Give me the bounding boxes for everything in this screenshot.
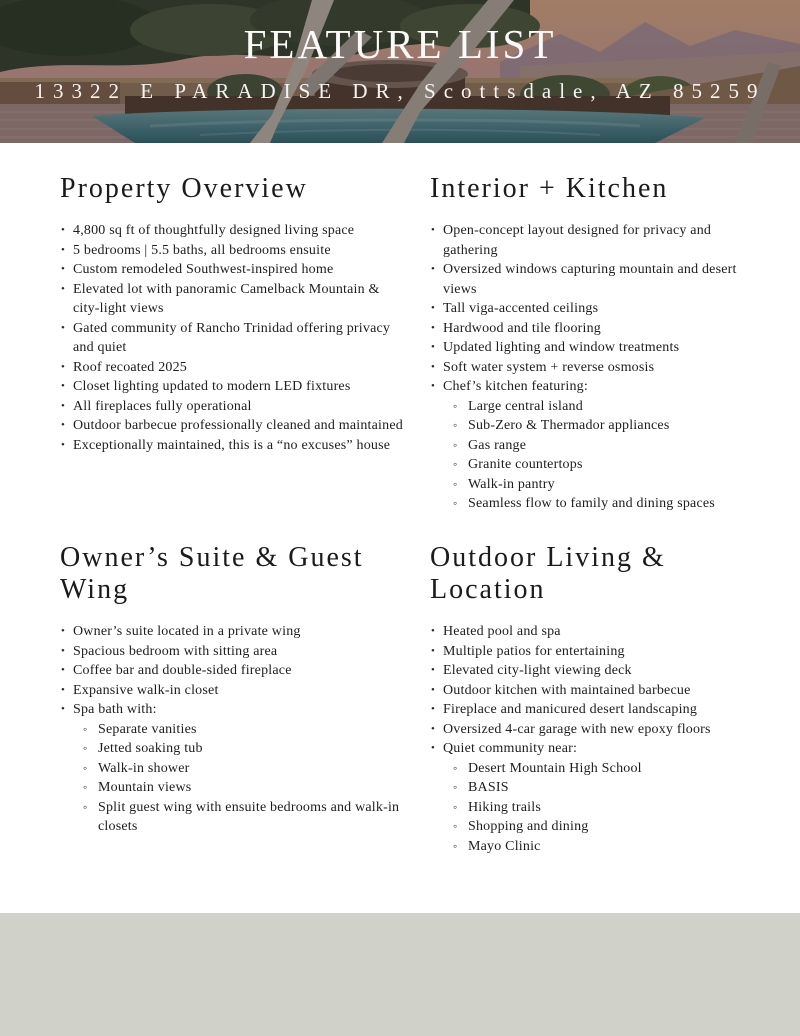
list-item — [60, 661, 405, 681]
sub-list-item: ◦ Seamless flow to family and dining spaces — [443, 494, 752, 514]
list-item-text: Oversized windows capturing mountain and desert views — [443, 262, 737, 297]
list-item — [60, 221, 405, 241]
sub-list-item: ◦ Mayo Clinic — [443, 837, 752, 857]
list-item — [430, 338, 752, 358]
list-item-text: Owner’s suite located in a private wing — [73, 624, 301, 640]
sub-list-item: ◦ Walk-in shower — [73, 759, 405, 779]
list-item-text: Expansive walk-in closet — [73, 682, 219, 698]
list-item — [430, 377, 752, 514]
sub-list — [443, 759, 752, 857]
list-item — [60, 700, 405, 837]
feature-columns — [0, 143, 800, 913]
list-item-text: Chef’s kitchen featuring: — [443, 379, 588, 395]
sub-list-item: ◦ BASIS — [443, 778, 752, 798]
footer-band — [0, 913, 800, 1036]
list-item-text: 4,800 sq ft of thoughtfully designed living space — [73, 223, 355, 239]
list-item — [430, 739, 752, 856]
list-item-text: Roof recoated 2025 — [73, 359, 188, 375]
list-item-text: Heated pool and spa — [443, 624, 561, 640]
list-item-text: Hardwood and tile flooring — [443, 320, 601, 336]
list-item — [430, 622, 752, 642]
list-item — [430, 319, 752, 339]
sub-list-item: ◦ Walk-in pantry — [443, 475, 752, 495]
list-item — [430, 221, 752, 260]
list-item — [60, 416, 405, 436]
list-item-text: Spacious bedroom with sitting area — [73, 643, 278, 659]
list-item — [430, 681, 752, 701]
list-item — [60, 280, 405, 319]
feature-list — [60, 622, 405, 837]
sub-list-item: ◦ Shopping and dining — [443, 817, 752, 837]
sub-list-item: ◦ Desert Mountain High School — [443, 759, 752, 779]
list-item-text: Gated community of Rancho Trinidad offering privacy and quiet — [73, 320, 391, 356]
list-item — [60, 397, 405, 417]
section-owners-suite-guest-wing — [60, 542, 405, 856]
section-property-overview — [60, 173, 405, 514]
property-address: 13322 E PARADISE DR, Scottsdale, AZ 85259 — [34, 79, 766, 103]
feature-list — [430, 622, 752, 856]
list-item — [430, 642, 752, 662]
list-item-text: Spa bath with: — [73, 702, 157, 718]
sub-list-item: ◦ Sub-Zero & Thermador appliances — [443, 416, 752, 436]
feature-list — [430, 221, 752, 514]
list-item — [60, 319, 405, 358]
list-item — [60, 260, 405, 280]
list-item-text: Elevated city-light viewing deck — [443, 663, 632, 679]
section-interior-kitchen — [430, 173, 752, 514]
section-title: Owner’s Suite & Guest Wing — [60, 541, 364, 605]
feature-list — [60, 221, 405, 455]
list-item — [430, 661, 752, 681]
list-item-text: Oversized 4-car garage with new epoxy floors — [443, 721, 711, 737]
sub-list-item: ◦ Jetted soaking tub — [73, 739, 405, 759]
list-item — [430, 260, 752, 299]
list-item-text: Outdoor barbecue professionally cleaned and maintained — [73, 418, 403, 434]
list-item-text: Fireplace and manicured desert landscaping — [443, 702, 698, 718]
list-item-text: Exceptionally maintained, this is a “no excuses” house — [73, 437, 391, 453]
list-item — [60, 681, 405, 701]
sub-list-item: ◦ Granite countertops — [443, 455, 752, 475]
list-item-text: Custom remodeled Southwest-inspired home — [73, 262, 334, 278]
list-item-text: Open-concept layout designed for privacy and gathering — [443, 223, 712, 258]
section-title: Outdoor Living & Location — [430, 541, 666, 605]
sub-list-item: ◦ Hiking trails — [443, 798, 752, 818]
sub-list — [443, 397, 752, 514]
list-item — [430, 299, 752, 319]
list-item-text: Tall viga-accented ceilings — [443, 301, 599, 317]
list-item-text: Elevated lot with panoramic Camelback Mountain & city-light views — [73, 281, 380, 317]
list-item — [430, 720, 752, 740]
sub-list-item: ◦ Split guest wing with ensuite bedrooms and walk-in closets — [73, 798, 405, 837]
list-item — [60, 436, 405, 456]
list-item-text: Closet lighting updated to modern LED fixtures — [73, 379, 351, 395]
list-item-text: All fireplaces fully operational — [73, 398, 252, 414]
list-item — [60, 241, 405, 261]
list-item — [430, 358, 752, 378]
sub-list-item: ◦ Mountain views — [73, 778, 405, 798]
sub-list — [73, 720, 405, 837]
list-item-text: 5 bedrooms | 5.5 baths, all bedrooms ensuite — [73, 242, 331, 258]
section-outdoor-living-location — [430, 542, 752, 856]
sub-list-item: ◦ Large central island — [443, 397, 752, 417]
section-title: Interior + Kitchen — [430, 173, 669, 204]
list-item — [430, 700, 752, 720]
list-item — [60, 642, 405, 662]
sub-list-item: ◦ Separate vanities — [73, 720, 405, 740]
list-item-text: Updated lighting and window treatments — [443, 340, 680, 356]
list-item-text: Multiple patios for entertaining — [443, 643, 625, 659]
section-title: Property Overview — [60, 173, 308, 204]
list-item-text: Coffee bar and double-sided fireplace — [73, 663, 292, 679]
list-item-text: Outdoor kitchen with maintained barbecue — [443, 682, 691, 698]
page-title: FEATURE LIST — [243, 21, 557, 67]
list-item-text: Quiet community near: — [443, 741, 578, 757]
list-item — [60, 377, 405, 397]
sub-list-item: ◦ Gas range — [443, 436, 752, 456]
list-item — [60, 358, 405, 378]
list-item-text: Soft water system + reverse osmosis — [443, 359, 655, 375]
list-item — [60, 622, 405, 642]
header-banner — [0, 0, 800, 143]
